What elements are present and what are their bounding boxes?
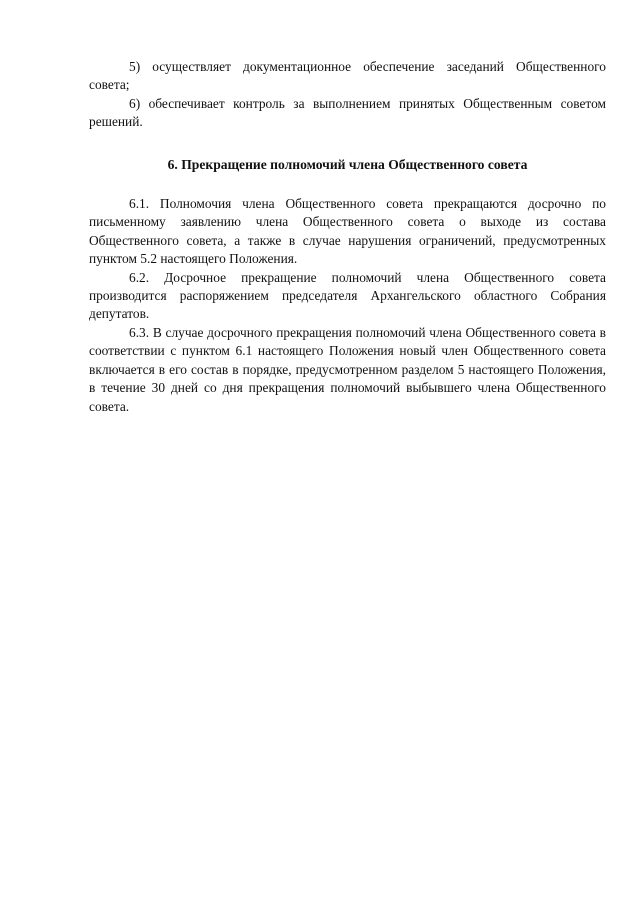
document-body xyxy=(89,58,606,416)
list-item-6: 6) обеспечивает контроль за выполнением принятых Общественным советом решений. xyxy=(89,95,606,130)
paragraph-6-1: 6.1. Полномочия члена Общественного совета прекращаются досрочно по письменному заявлению члена Общественного совета о выходе из состава Общественного совета, а также в случае нарушения ограничений, предусмотренных пунктом 5.2 настоящего Положения. xyxy=(89,196,606,267)
section-heading: 6. Прекращение полномочий члена Общественного совета xyxy=(167,156,528,172)
list-item-5: 5) осуществляет документационное обеспечение заседаний Общественного совета; xyxy=(89,59,606,93)
paragraph-6-3: 6.3. В случае досрочного прекращения полномочий члена Общественного совета в соответствии с пунктом 6.1 настоящего Положения новый член Общественного совета включается в его состав в порядке, предусмотренном разделом 5 настоящего Положения, в течение 30 дней со дня прекращения полномочий выбывшего члена Общественного совета. xyxy=(89,324,606,414)
paragraph-6-2: 6.2. Досрочное прекращение полномочий члена Общественного совета производится распоряжением председателя Архангельского областного Собрания депутатов. xyxy=(89,269,606,322)
